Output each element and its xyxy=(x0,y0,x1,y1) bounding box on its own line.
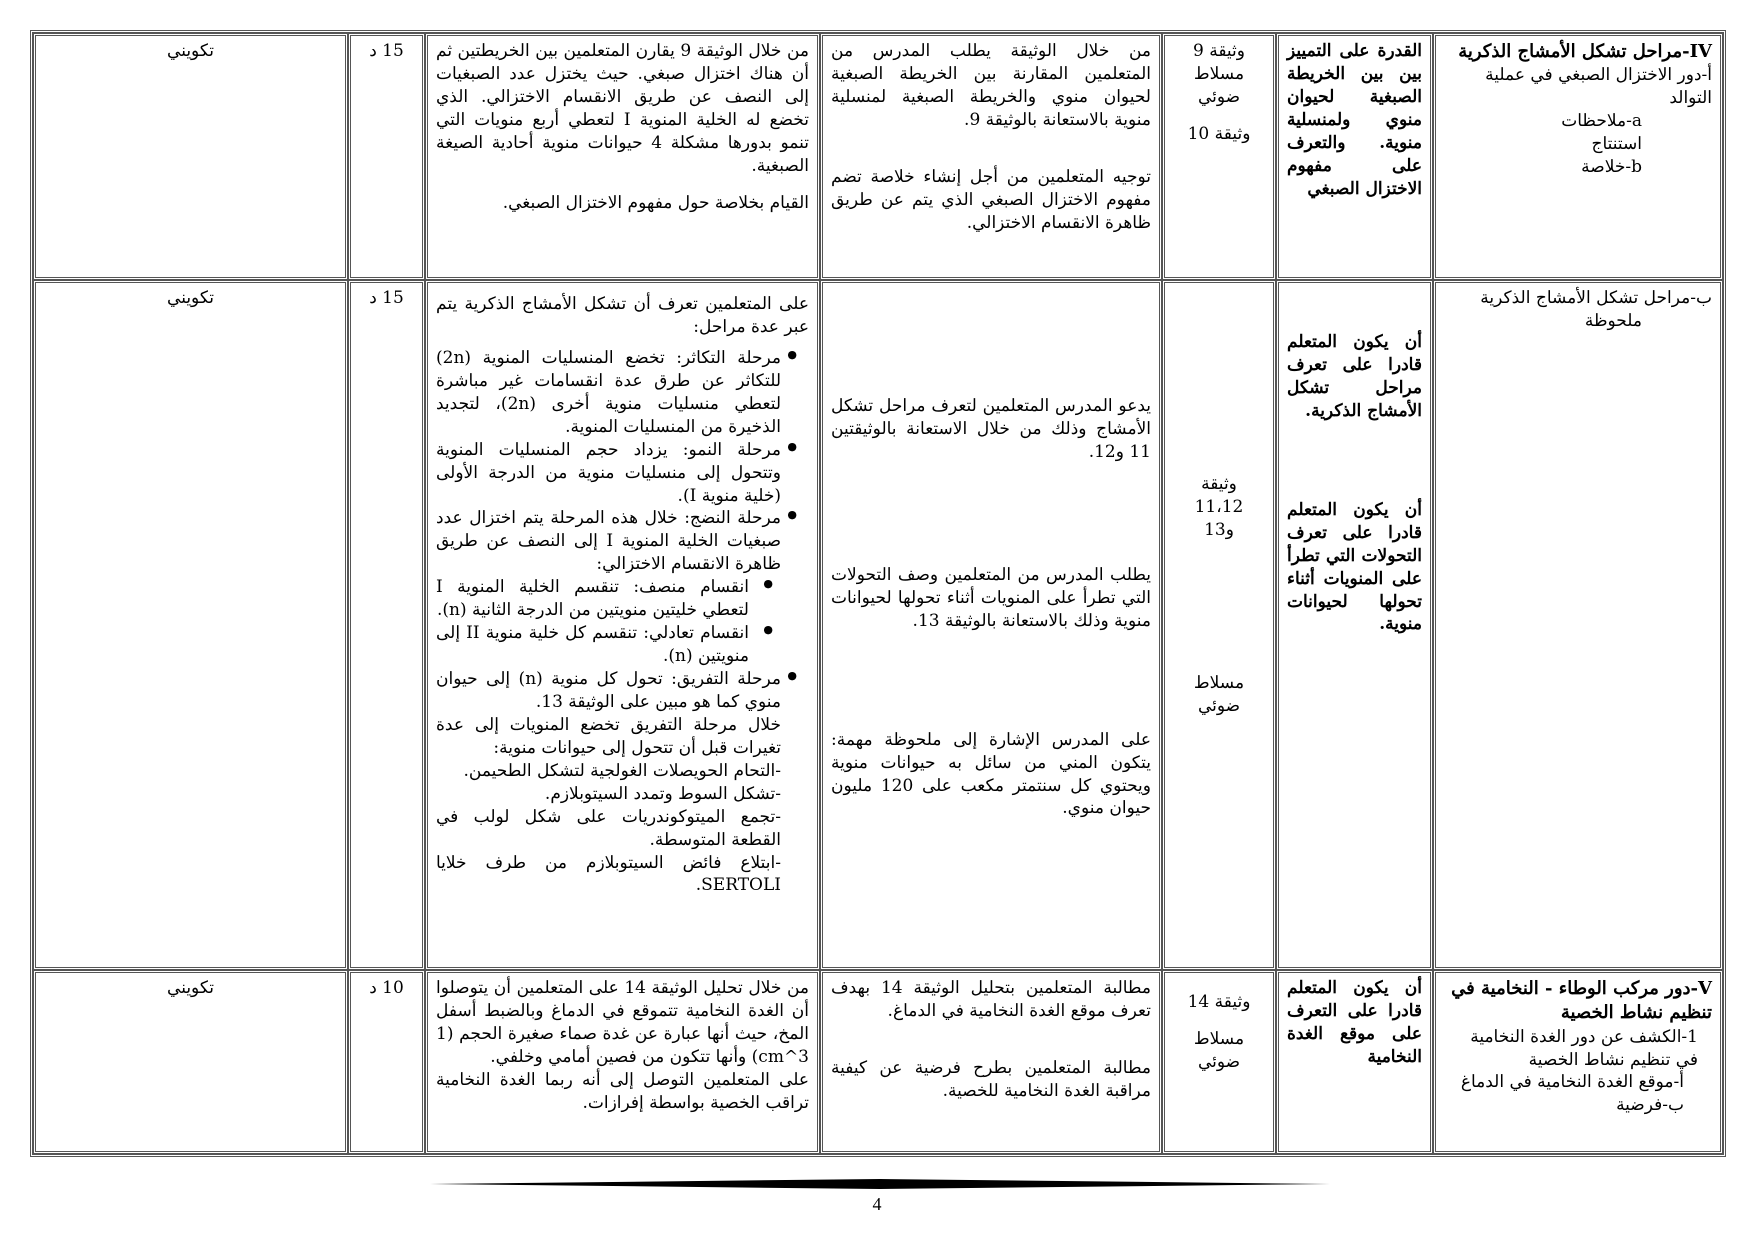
learner-text: من خلال تحليل الوثيقة 14 على المتعلمين أن يتوصلوا أن الغدة النخامية تتموقع في الدماغ وبالضبط أسفل المخ، حيث أنها عبارة عن غدة صماء صغيرة الحجم (1 cm^3) وأنها تتكون من فصين أمامي وخلفي. xyxy=(436,978,809,1067)
teacher-text: يدعو المدرس المتعلمين لتعرف مراحل تشكل الأمشاج وذلك من خلال الاستعانة بالوثيقتين 11 و12. xyxy=(831,396,1151,462)
learner-text: -ابتلاع فائض السيتوبلازم من طرف خلايا SERTOLI. xyxy=(436,852,781,896)
teacher-activity-cell xyxy=(820,33,1162,280)
content-line: أ-دور الاختزال الصبغي في عملية التوالد xyxy=(1485,65,1712,109)
section-title: ب-مراحل تشكل الأمشاج الذكرية xyxy=(1480,288,1712,308)
teacher-activity-cell xyxy=(820,970,1162,1154)
support-cell xyxy=(1162,970,1276,1154)
content-cell xyxy=(1433,280,1723,970)
content-cell xyxy=(1433,33,1723,280)
support-item: و13 xyxy=(1204,519,1234,540)
table-row xyxy=(33,280,1723,970)
content-line: 1-الكشف عن دور الغدة النخامية في تنظيم نشاط الخصية xyxy=(1470,1026,1698,1070)
support-cell xyxy=(1162,280,1276,970)
objective-cell xyxy=(1276,970,1433,1154)
support-item: وثيقة 9 xyxy=(1192,41,1246,61)
teacher-text: من خلال الوثيقة يطلب المدرس من المتعلمين المقارنة بين الخريطة الصبغية لحيوان منوي والخريطة الصبغية لمنسلية منوية بالاستعانة بالوثيقة 9. xyxy=(831,41,1151,130)
content-cell xyxy=(1433,970,1723,1154)
support-item: وثيقة 10 xyxy=(1187,123,1251,144)
stages-list xyxy=(436,347,809,714)
support-item: مسلاط ضوئي xyxy=(1193,1028,1245,1072)
support-item: مسلاط ضوئي xyxy=(1193,672,1245,716)
objective-text: القدرة على التمييز بين بين الخريطة الصبغية لحيوان منوي ولمنسلية منوية. والتعرف على مفهوم الاختزال الصبغي xyxy=(1287,41,1422,199)
objective-text: أن يكون المتعلم قادرا على التعرف على موقع الغدة النخامية xyxy=(1287,978,1422,1067)
table-row xyxy=(33,970,1723,1154)
duration-cell: 15 د xyxy=(348,280,425,970)
content-line: a-ملاحظات xyxy=(1561,111,1642,132)
content-line: b-خلاصة xyxy=(1581,157,1642,178)
list-item: ● انقسام منصف: تنقسم الخلية المنوية I لتعطي خليتين منويتين من الدرجة الثانية (n). xyxy=(436,576,795,622)
list-item: ● مرحلة التفريق: تحول كل منوية (n) إلى حيوان منوي كما هو مبين على الوثيقة 13. xyxy=(436,668,795,714)
content-line: استنتاج xyxy=(1591,134,1642,155)
page xyxy=(30,30,1726,1157)
content-line: أ-موقع الغدة النخامية في الدماغ xyxy=(1460,1072,1684,1093)
learner-text: -التحام الحويصلات الغولجية لتشكل الطحيمن. xyxy=(463,760,781,781)
duration-cell: 15 د xyxy=(348,33,425,280)
learner-text: -تشكل السوط وتمدد السيتوبلازم. xyxy=(544,783,781,804)
objective-text: أن يكون المتعلم قادرا على تعرف التحولات التي تطرأ على المنويات أثناء تحولها لحيوانات منوية. xyxy=(1287,499,1422,635)
section-title: V-دور مركب الوطاء - النخامية في تنظيم نشاط الخصية xyxy=(1451,978,1712,1024)
evaluation-cell: تكويني xyxy=(33,33,348,280)
list-item: ● مرحلة التكاثر: تخضع المنسليات المنوية (2n) للتكاثر عن طرق عدة انقسامات غير مباشرة لتعطي منسليات منوية أخرى (2n)، لتجديد الذخيرة من المنسليات المنوية. xyxy=(436,347,795,439)
support-item: مسلاط ضوئي xyxy=(1193,63,1245,107)
teacher-text: على المدرس الإشارة إلى ملحوظة مهمة: يتكون المني من سائل به حيوانات منوية ويحتوي كل سنتمتر مكعب على 120 مليون حيوان منوي. xyxy=(831,729,1151,819)
list-item: ● مرحلة النمو: يزداد حجم المنسليات المنوية وتتحول إلى منسليات منوية من الدرجة الأولى (خلية منوية I). xyxy=(436,439,795,508)
learner-text: خلال مرحلة التفريق تخضع المنويات إلى عدة تغيرات قبل أن تتحول إلى حيوانات منوية: xyxy=(436,714,781,758)
teacher-text: مطالبة المتعلمين بطرح فرضية عن كيفية مراقبة الغدة النخامية للخصية. xyxy=(831,1057,1151,1101)
page-number: 4 xyxy=(872,1194,882,1214)
content-line: ملحوظة xyxy=(1584,310,1642,331)
content-line: ب-فرضية xyxy=(1616,1095,1684,1116)
support-item: وثيقة 14 xyxy=(1187,992,1251,1012)
teacher-activity-cell xyxy=(820,280,1162,970)
learner-text: -تجمع الميتوكوندريات على شكل لولب في القطعة المتوسطة. xyxy=(436,806,781,850)
objective-cell xyxy=(1276,280,1433,970)
learner-activity-cell xyxy=(425,280,820,970)
objective-cell xyxy=(1276,33,1433,280)
objective-text: أن يكون المتعلم قادرا على تعرف مراحل تشكل الأمشاج الذكرية. xyxy=(1287,332,1422,421)
table-row xyxy=(33,33,1723,280)
teacher-text: توجيه المتعلمين من أجل إنشاء خلاصة تضم مفهوم الاختزال الصبغي الذي يتم عن طريق ظاهرة الانقسام الاختزالي. xyxy=(831,166,1151,233)
teacher-text: مطالبة المتعلمين بتحليل الوثيقة 14 بهدف تعرف موقع الغدة النخامية في الدماغ. xyxy=(831,978,1151,1021)
learner-intro: على المتعلمين تعرف أن تشكل الأمشاج الذكرية يتم عبر عدة مراحل: xyxy=(436,294,809,337)
section-title: IV-مراحل تشكل الأمشاج الذكرية xyxy=(1458,41,1712,62)
learner-text: القيام بخلاصة حول مفهوم الاختزال الصبغي. xyxy=(502,192,809,213)
learner-activity-cell xyxy=(425,970,820,1154)
footer-divider xyxy=(430,1179,1330,1189)
list-item: ● انقسام تعادلي: تنقسم كل خلية منوية II إلى منويتين (n). xyxy=(436,622,795,668)
support-item: وثيقة xyxy=(1201,474,1237,494)
support-cell xyxy=(1162,33,1276,280)
learner-text: من خلال الوثيقة 9 يقارن المتعلمين بين الخريطتين ثم أن هناك اختزال صبغي. حيث يختزل عدد الصبغيات إلى النصف عن طريق الانقسام الاختزالي. الذي تخضع له الخلية المنوية I لتعطي أربع منويات التي تنمو بدورها مشكلة 4 حيوانات منوية أحادية الصيغة الصبغية. xyxy=(436,41,809,176)
duration-cell: 10 د xyxy=(348,970,425,1154)
learner-activity-cell xyxy=(425,33,820,280)
list-item: ● مرحلة النضج: خلال هذه المرحلة يتم اختزال عدد صبغيات الخلية المنوية I إلى النصف عن طريق ظاهرة الانقسام الاختزالي: xyxy=(436,507,795,576)
teacher-text: يطلب المدرس من المتعلمين وصف التحولات التي تطرأ على المنويات أثناء تحولها لحيوانات منوية وذلك بالاستعانة بالوثيقة 13. xyxy=(831,564,1151,631)
learner-text: على المتعلمين التوصل إلى أنه ربما الغدة النخامية تراقب الخصية بواسطة إفرازات. xyxy=(436,1069,809,1113)
evaluation-cell: تكويني xyxy=(33,970,348,1154)
support-item: 11،12 xyxy=(1194,496,1244,517)
evaluation-cell: تكويني xyxy=(33,280,348,970)
lesson-plan-table xyxy=(30,30,1726,1157)
